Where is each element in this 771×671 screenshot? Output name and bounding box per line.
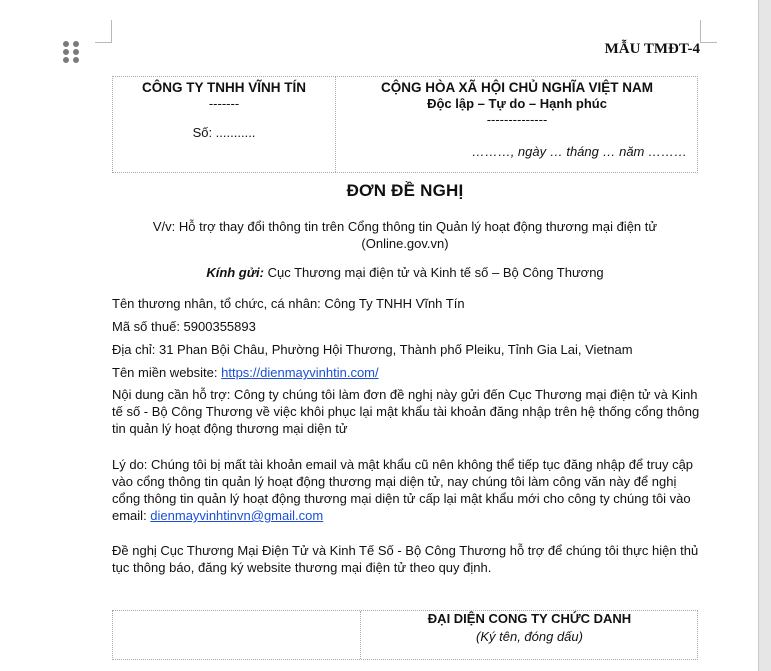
request-paragraph: Đề nghị Cục Thương Mại Điện Tử và Kinh Tế Số - Bộ Công Thương hỗ trợ để chúng tôi thực hiện thủ tục thông báo, đăng ký website thương mại điện tử theo quy định.: [112, 543, 699, 575]
recipient-value: Cục Thương mại điện tử và Kinh tế số – Bộ Công Thương: [263, 265, 604, 280]
signature-table: [112, 610, 698, 660]
reason-text: Lý do: Chúng tôi bị mất tài khoản email và mật khẩu cũ nên không thể tiếp tục đăng nhập để truy cập vào cổng thông tin quản lý hoạt động thương mại diện tử, nay chúng tôi làm công văn này để nghị cổng thông tin quản lý hoạt động thương mại diện tử cấp lại mật khẩu mới cho công ty chúng tôi vào email:: [112, 457, 694, 523]
table-move-handle-icon[interactable]: [63, 41, 79, 63]
page-edge: [758, 0, 759, 671]
website-line: [112, 364, 702, 381]
website-link[interactable]: https://dienmayvinhtin.com/: [221, 365, 379, 380]
date-line: ………, ngày … tháng … năm ………: [471, 144, 687, 159]
subject-line-1: V/v: Hỗ trợ thay đổi thông tin trên Cổng thông tin Quản lý hoạt động thương mại điện tử: [152, 219, 658, 234]
motto-separator: --------------: [486, 112, 548, 127]
company-name: CÔNG TY TNHH VĨNH TÍN: [141, 80, 306, 95]
margin-crop-mark-left: [95, 20, 112, 43]
subject-line-2: (Online.gov.vn): [361, 236, 449, 251]
merchant-name: Tên thương nhân, tổ chức, cá nhân: Công Ty TNHH Vĩnh Tín: [112, 296, 465, 311]
national-title: CỘNG HÒA XÃ HỘI CHỦ NGHĨA VIỆT NAM: [380, 80, 653, 95]
document-number: Số: ...........: [192, 125, 256, 140]
reason-paragraph: [112, 456, 702, 524]
form-code: MẪU TMĐT-4: [604, 41, 700, 57]
address: Địa chỉ: 31 Phan Bội Châu, Phường Hội Thương, Thành phố Pleiku, Tỉnh Gia Lai, Vietnam: [112, 342, 633, 357]
header-table: [112, 76, 698, 173]
margin-crop-mark-right: [700, 20, 717, 43]
recipient: [112, 265, 698, 280]
email-link[interactable]: dienmayvinhtinvn@gmail.com: [150, 508, 324, 523]
tax-code: Mã số thuế: 5900355893: [112, 319, 256, 334]
signature-note: (Ký tên, đóng dấu): [476, 629, 583, 644]
subject: [112, 218, 698, 252]
document-title: ĐƠN ĐỀ NGHỊ: [346, 181, 464, 200]
website-label: Tên miền website:: [112, 365, 222, 380]
signature-title: ĐẠI DIỆN CONG TY CHỨC DANH: [427, 611, 632, 626]
company-separator: -------: [208, 96, 240, 111]
recipient-label: Kính gửi:: [206, 265, 264, 280]
page-gutter: [759, 0, 771, 671]
support-content-paragraph: Nội dung cần hỗ trợ: Công ty chúng tôi làm đơn đề nghị này gửi đến Cục Thương mại điện tử và Kinh tế số - Bộ Công Thương về việc khôi phục lại mật khẩu tài khoản đăng nhập trên hệ thống cổng thông tin quản lý hoạt động thương mại diện tử: [112, 387, 700, 436]
national-motto: Độc lập – Tự do – Hạnh phúc: [427, 96, 607, 111]
